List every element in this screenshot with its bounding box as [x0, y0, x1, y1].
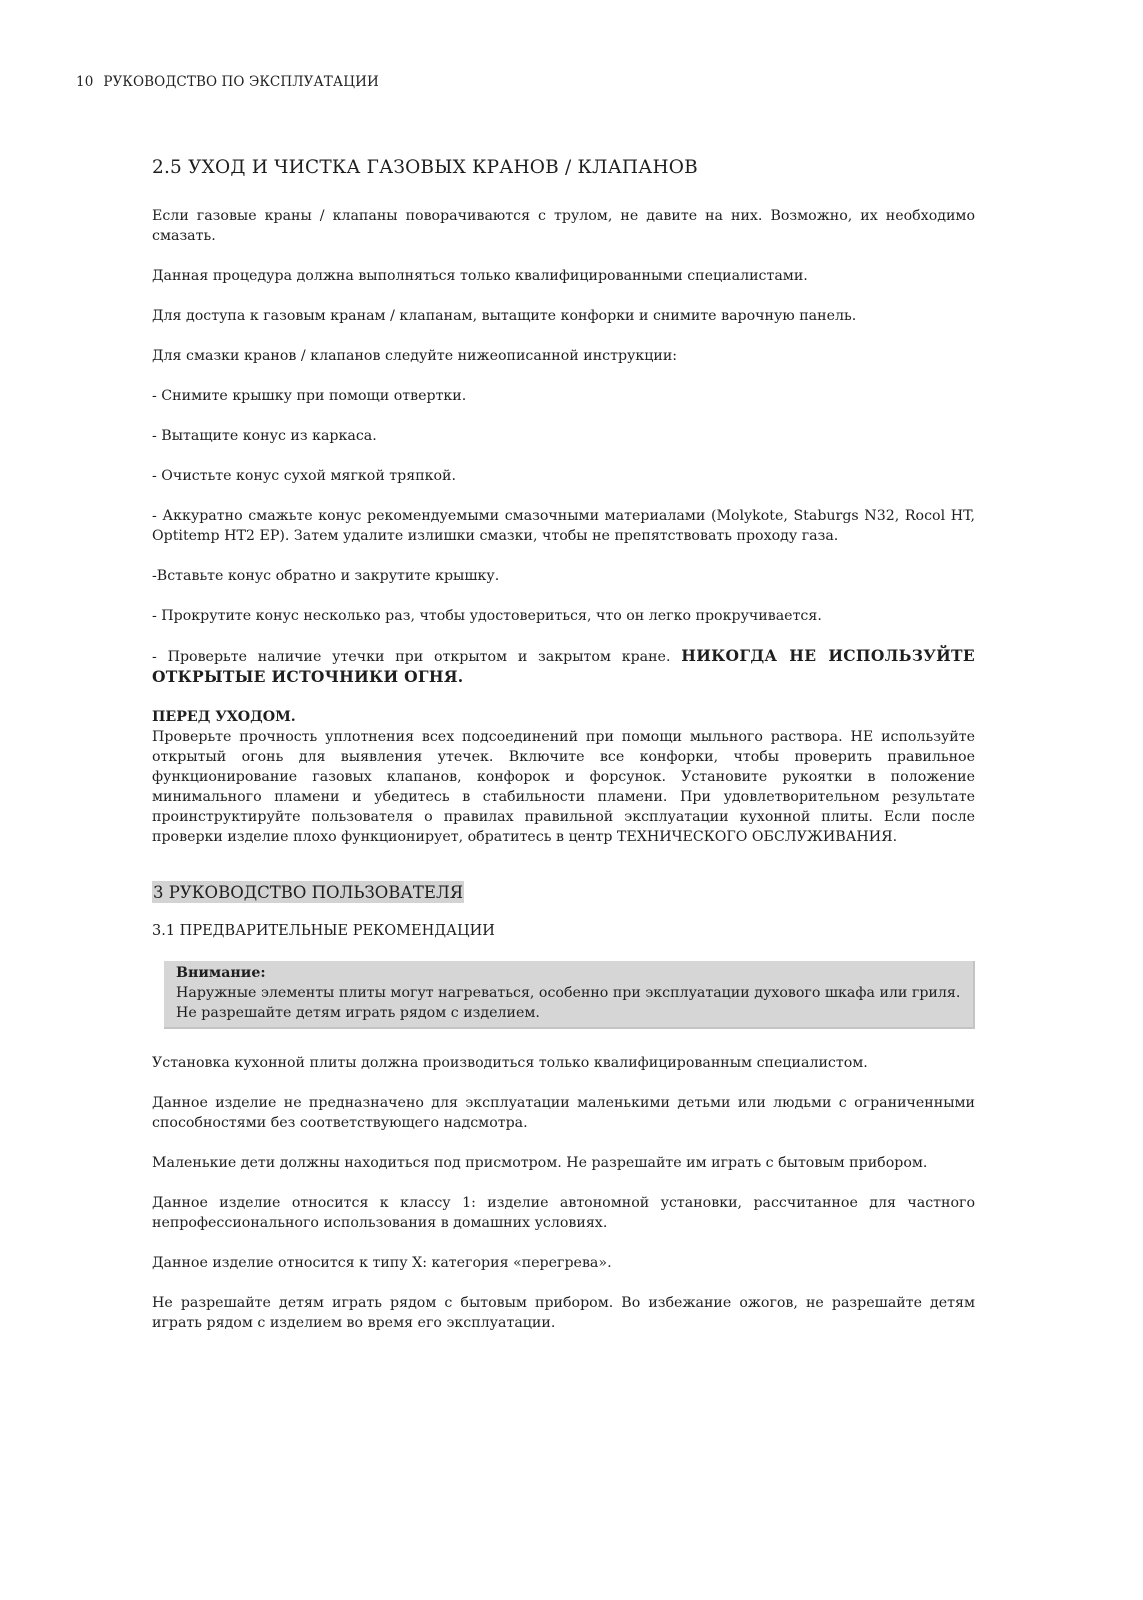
- paragraph: Для смазки кранов / клапанов следуйте нижеописанной инструкции:: [152, 348, 678, 364]
- leak-check-step: [152, 646, 975, 667]
- leak-check-text: - Проверьте наличие утечки при открытом и закрытом кране.: [152, 649, 671, 665]
- step-item: - Снимите крышку при помощи отвертки.: [152, 388, 467, 404]
- step-item: -Вставьте конус обратно и закрутите крышку.: [152, 568, 500, 584]
- paragraph: Если газовые краны / клапаны поворачиваются с трулом, не давите на них. Возможно, их необходимо смазать.: [152, 208, 975, 244]
- before-leaving-text: Проверьте прочность уплотнения всех подсоединений при помощи мыльного раствора. НЕ используйте открытый огонь для выявления утечек. Включите все конфорки, чтобы проверить правильное функционирование газовых клапанов, конфорок и форсунок. Установите рукоятки в положение минимального пламени и убедитесь в стабильности пламени. При удовлетворительном результате проинструктируйте пользователя о правилах правильной эксплуатации кухонной плиты. Если после проверки изделие плохо функционирует, обратитесь в центр ТЕХНИЧЕСКОГО ОБСЛУЖИВАНИЯ.: [152, 729, 975, 845]
- paragraph: Данное изделие не предназначено для эксплуатации маленькими детьми или людьми с ограниченными способностями без соответствующего надсмотра.: [152, 1095, 975, 1131]
- page-content: [152, 158, 975, 1353]
- step-item: - Очистьте конус сухой мягкой тряпкой.: [152, 468, 457, 484]
- leak-warning-part1: НИКОГДА НЕ ИСПОЛЬЗУЙТЕ: [681, 646, 975, 665]
- leak-warning-part2: ОТКРЫТЫЕ ИСТОЧНИКИ ОГНЯ.: [152, 667, 464, 686]
- paragraph: Для доступа к газовым кранам / клапанам, вытащите конфорки и снимите варочную панель.: [152, 308, 857, 324]
- paragraph: Маленькие дети должны находиться под присмотром. Не разрешайте им играть с бытовым прибором.: [152, 1155, 928, 1171]
- paragraph: Данное изделие относится к типу Х: категория «перегрева».: [152, 1255, 612, 1271]
- attention-title: Внимание:: [176, 965, 266, 981]
- attention-line: Не разрешайте детям играть рядом с изделием.: [176, 1005, 540, 1021]
- paragraph: Не разрешайте детям играть рядом с бытовым прибором. Во избежание ожогов, не разрешайте детям играть рядом с изделием во время его эксплуатации.: [152, 1295, 975, 1331]
- step-item: - Прокрутите конус несколько раз, чтобы удостовериться, что он легко прокручивается.: [152, 608, 822, 624]
- attention-note-box: [164, 961, 975, 1029]
- step-item: - Вытащите конус из каркаса.: [152, 428, 377, 444]
- section-2-5-title: 2.5 УХОД И ЧИСТКА ГАЗОВЫХ КРАНОВ / КЛАПАНОВ: [152, 157, 698, 178]
- header-title: РУКОВОДСТВО ПО ЭКСПЛУАТАЦИИ: [103, 74, 379, 90]
- running-header: [76, 74, 379, 90]
- step-item: - Аккуратно смажьте конус рекомендуемыми смазочными материалами (Molykote, Staburgs N32, Rocol HT, Optitemp HT2 EP). Затем удалите излишки смазки, чтобы не препятствовать проходу газа.: [152, 508, 975, 544]
- paragraph: Данное изделие относится к классу 1: изделие автономной установки, рассчитанное для частного непрофессионального использования в домашних условиях.: [152, 1195, 975, 1231]
- page-number: 10: [76, 74, 94, 90]
- section-3-title: 3 РУКОВОДСТВО ПОЛЬЗОВАТЕЛЯ: [153, 883, 464, 902]
- attention-line: Наружные элементы плиты могут нагреваться, особенно при эксплуатации духового шкафа или гриля.: [176, 985, 961, 1001]
- section-3-1-title: 3.1 ПРЕДВАРИТЕЛЬНЫЕ РЕКОМЕНДАЦИИ: [152, 923, 495, 939]
- paragraph: Данная процедура должна выполняться только квалифицированными специалистами.: [152, 268, 808, 284]
- paragraph: Установка кухонной плиты должна производиться только квалифицированным специалистом.: [152, 1055, 868, 1071]
- before-leaving-title: ПЕРЕД УХОДОМ.: [152, 709, 296, 725]
